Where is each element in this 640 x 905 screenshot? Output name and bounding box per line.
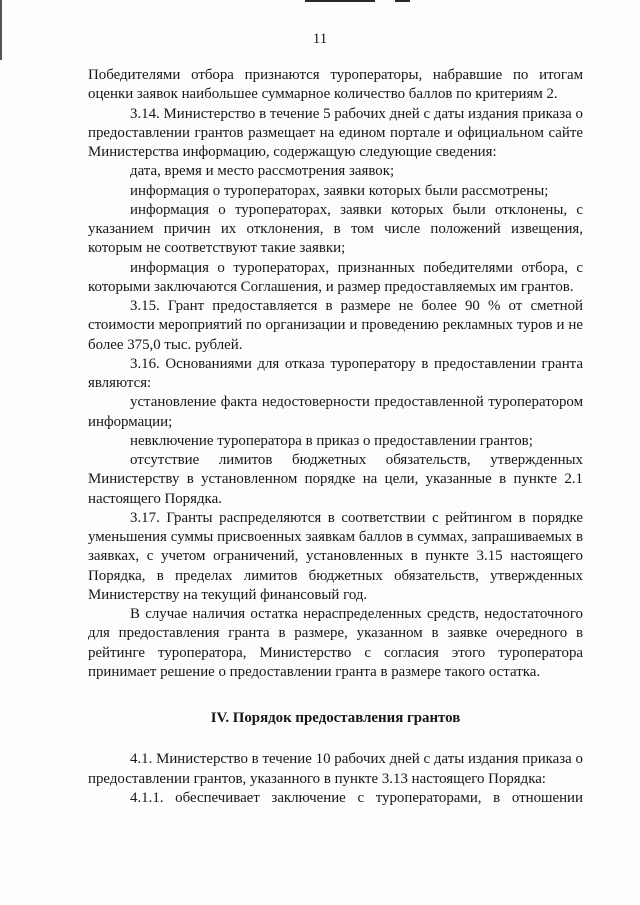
paragraph: Победителями отбора признаются туроператоры, набравшие по итогам оценки заявок наибольшее суммарное количество баллов по критериям 2.: [88, 67, 583, 103]
document-body: [88, 66, 583, 808]
paragraph: 4.1. Министерство в течение 10 рабочих дней с даты издания приказа о предоставлении грантов, указанного в пункте 3.13 настоящего Порядка:: [88, 751, 583, 787]
paragraph: 3.17. Гранты распределяются в соответствии с рейтингом в порядке уменьшения суммы присвоенных заявкам баллов в суммах, запрашиваемых в заявках, с учетом ограничений, установленных в пункте 3.15 настоящего Порядка, в пределах лимитов бюджетных обязательств, утвержденных Министерству на текущий финансовый год.: [88, 509, 583, 603]
paragraph: 4.1.1. обеспечивает заключение с туроператорами, в отношении: [130, 789, 583, 806]
section-heading: IV. Порядок предоставления грантов: [210, 710, 461, 726]
page-number: 11: [312, 31, 328, 47]
list-item: информация о туроператорах, заявки которых были рассмотрены;: [130, 182, 549, 199]
list-item: информация о туроператорах, признанных победителями отбора, с которыми заключаются Соглашения, и размер предоставляемых им грантов.: [88, 259, 583, 295]
list-item: информация о туроператорах, заявки которых были отклонены, с указанием причин их отклонения, в том числе положений извещения, которым не соответствуют такие заявки;: [88, 201, 583, 257]
list-item: отсутствие лимитов бюджетных обязательств, утвержденных Министерству в установленном порядке на цели, указанные в пункте 2.1 настоящего Порядка.: [88, 452, 583, 507]
list-item: невключение туроператора в приказ о предоставлении грантов;: [130, 432, 533, 449]
paragraph: В случае наличия остатка нераспределенных средств, недостаточного для предоставления гранта в размере, указанном в заявке очередного в рейтинге туроператора, Министерство с согласия этого туроператора принимает решение о предоставлении гранта в размере такого остатка.: [88, 606, 583, 680]
paragraph: 3.14. Министерство в течение 5 рабочих дней с даты издания приказа о предоставлении грантов размещает на едином портале и официальном сайте Министерства информацию, содержащую следующие сведения:: [88, 105, 583, 160]
list-item: установление факта недостоверности предоставленной туроператором информации;: [88, 394, 583, 430]
scan-edge-line: [395, 0, 410, 2]
paragraph: 3.15. Грант предоставляется в размере не более 90 % от сметной стоимости мероприятий по организации и проведению рекламных туров и не более 375,0 тыс. рублей.: [88, 298, 583, 353]
paragraph: 3.16. Основаниями для отказа туроператору в предоставлении гранта являются:: [88, 355, 583, 391]
list-item: дата, время и место рассмотрения заявок;: [130, 163, 395, 180]
scan-edge-line: [305, 0, 375, 2]
